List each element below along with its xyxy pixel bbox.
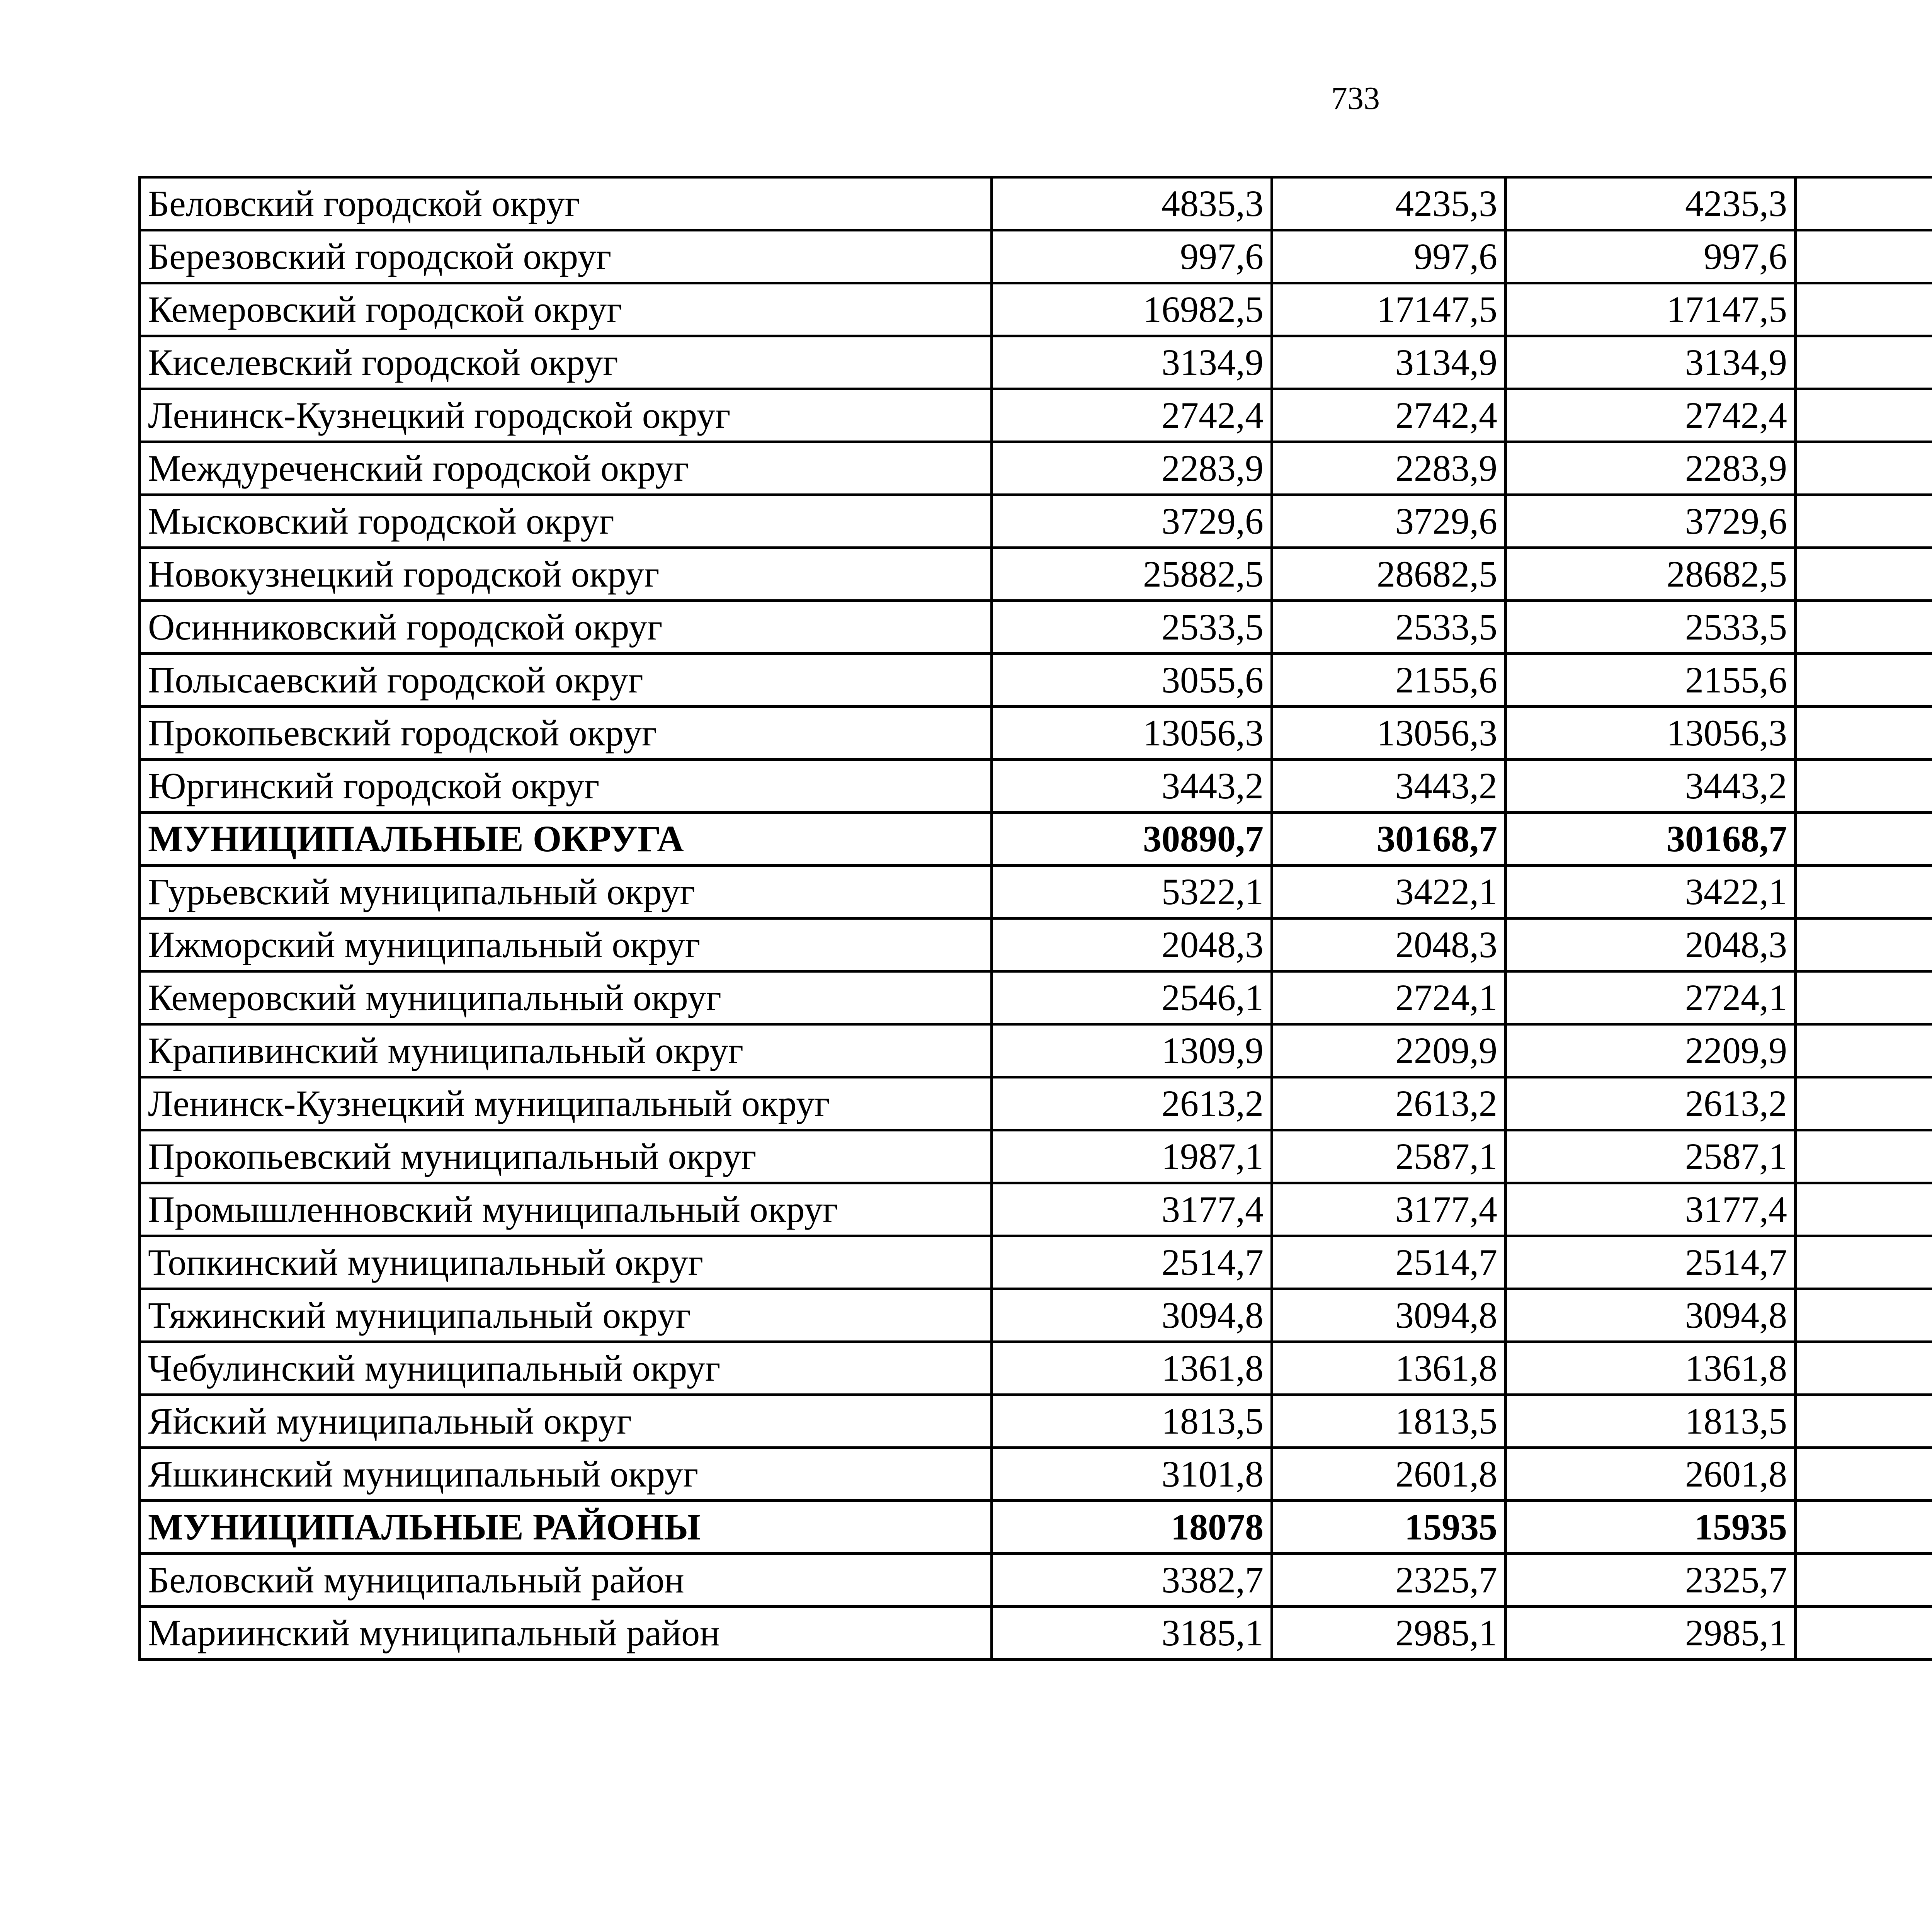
region-name-cell: Кемеровский городской округ <box>140 283 992 336</box>
value-col-4-cell <box>1796 919 1932 971</box>
value-col-2-cell: 3422,1 <box>1272 866 1506 919</box>
value-col-4-cell <box>1796 1501 1932 1554</box>
table-row <box>140 1130 1932 1183</box>
table-row <box>140 760 1932 813</box>
region-name-cell: Мысковский городской округ <box>140 495 992 548</box>
value-col-2-cell: 2514,7 <box>1272 1236 1506 1289</box>
value-col-1-cell: 4835,3 <box>992 177 1272 230</box>
value-col-1-cell: 3094,8 <box>992 1289 1272 1342</box>
value-col-3-cell: 3443,2 <box>1506 760 1796 813</box>
value-col-4-cell <box>1796 654 1932 707</box>
table-row <box>140 1607 1932 1660</box>
value-col-1-cell: 1813,5 <box>992 1395 1272 1448</box>
value-col-2-cell: 1361,8 <box>1272 1342 1506 1395</box>
value-col-1-cell: 2742,4 <box>992 389 1272 442</box>
value-col-1-cell: 1361,8 <box>992 1342 1272 1395</box>
region-name-cell: Мариинский муниципальный район <box>140 1607 992 1660</box>
region-name-cell: МУНИЦИПАЛЬНЫЕ ОКРУГА <box>140 813 992 866</box>
value-col-2-cell: 15935 <box>1272 1501 1506 1554</box>
value-col-3-cell: 3094,8 <box>1506 1289 1796 1342</box>
table-row <box>140 1077 1932 1130</box>
value-col-2-cell: 2048,3 <box>1272 919 1506 971</box>
value-col-3-cell: 2985,1 <box>1506 1607 1796 1660</box>
value-col-4-cell <box>1796 230 1932 283</box>
table-row <box>140 1448 1932 1501</box>
table-row <box>140 336 1932 389</box>
value-col-3-cell: 3422,1 <box>1506 866 1796 919</box>
table-row <box>140 495 1932 548</box>
table-row <box>140 1554 1932 1607</box>
table-row <box>140 283 1932 336</box>
table-row <box>140 654 1932 707</box>
value-col-4-cell <box>1796 813 1932 866</box>
value-col-2-cell: 3134,9 <box>1272 336 1506 389</box>
value-col-4-cell <box>1796 1289 1932 1342</box>
value-col-1-cell: 3382,7 <box>992 1554 1272 1607</box>
value-col-3-cell: 13056,3 <box>1506 707 1796 760</box>
table-row <box>140 230 1932 283</box>
value-col-3-cell: 997,6 <box>1506 230 1796 283</box>
value-col-4-cell <box>1796 1395 1932 1448</box>
region-name-cell: Ижморский муниципальный округ <box>140 919 992 971</box>
region-name-cell: Прокопьевский муниципальный округ <box>140 1130 992 1183</box>
value-col-3-cell: 3729,6 <box>1506 495 1796 548</box>
value-col-2-cell: 2724,1 <box>1272 971 1506 1024</box>
value-col-3-cell: 2742,4 <box>1506 389 1796 442</box>
value-col-3-cell: 2613,2 <box>1506 1077 1796 1130</box>
region-name-cell: Юргинский городской округ <box>140 760 992 813</box>
value-col-2-cell: 2601,8 <box>1272 1448 1506 1501</box>
value-col-2-cell: 2155,6 <box>1272 654 1506 707</box>
value-col-3-cell: 1813,5 <box>1506 1395 1796 1448</box>
region-name-cell: Тяжинский муниципальный округ <box>140 1289 992 1342</box>
table-row <box>140 919 1932 971</box>
value-col-3-cell: 30168,7 <box>1506 813 1796 866</box>
value-col-3-cell: 2283,9 <box>1506 442 1796 495</box>
value-col-3-cell: 2209,9 <box>1506 1024 1796 1077</box>
region-name-cell: Промышленновский муниципальный округ <box>140 1183 992 1236</box>
value-col-2-cell: 2985,1 <box>1272 1607 1506 1660</box>
region-name-cell: Ленинск-Кузнецкий муниципальный округ <box>140 1077 992 1130</box>
value-col-2-cell: 3094,8 <box>1272 1289 1506 1342</box>
value-col-4-cell <box>1796 548 1932 601</box>
value-col-3-cell: 17147,5 <box>1506 283 1796 336</box>
region-name-cell: Яшкинский муниципальный округ <box>140 1448 992 1501</box>
value-col-4-cell <box>1796 1342 1932 1395</box>
table-row <box>140 866 1932 919</box>
value-col-2-cell: 3443,2 <box>1272 760 1506 813</box>
value-col-4-cell <box>1796 707 1932 760</box>
table-body <box>140 177 1932 1660</box>
value-col-2-cell: 1813,5 <box>1272 1395 1506 1448</box>
value-col-4-cell <box>1796 1554 1932 1607</box>
page-number: 733 <box>1331 80 1380 116</box>
value-col-3-cell: 2325,7 <box>1506 1554 1796 1607</box>
region-name-cell: Беловский муниципальный район <box>140 1554 992 1607</box>
value-col-1-cell: 1987,1 <box>992 1130 1272 1183</box>
value-col-2-cell: 17147,5 <box>1272 283 1506 336</box>
value-col-4-cell <box>1796 177 1932 230</box>
value-col-4-cell <box>1796 389 1932 442</box>
value-col-4-cell <box>1796 495 1932 548</box>
value-col-4-cell <box>1796 1236 1932 1289</box>
table-row <box>140 1395 1932 1448</box>
region-name-cell: Чебулинский муниципальный округ <box>140 1342 992 1395</box>
value-col-4-cell <box>1796 283 1932 336</box>
value-col-1-cell: 997,6 <box>992 230 1272 283</box>
value-col-1-cell: 3443,2 <box>992 760 1272 813</box>
value-col-1-cell: 2048,3 <box>992 919 1272 971</box>
value-col-2-cell: 3177,4 <box>1272 1183 1506 1236</box>
value-col-3-cell: 15935 <box>1506 1501 1796 1554</box>
value-col-2-cell: 4235,3 <box>1272 177 1506 230</box>
value-col-1-cell: 3134,9 <box>992 336 1272 389</box>
value-col-2-cell: 13056,3 <box>1272 707 1506 760</box>
value-col-2-cell: 2283,9 <box>1272 442 1506 495</box>
value-col-1-cell: 30890,7 <box>992 813 1272 866</box>
region-name-cell: Междуреченский городской округ <box>140 442 992 495</box>
region-name-cell: Киселевский городской округ <box>140 336 992 389</box>
value-col-1-cell: 3055,6 <box>992 654 1272 707</box>
value-col-2-cell: 30168,7 <box>1272 813 1506 866</box>
table-row <box>140 707 1932 760</box>
region-name-cell: Полысаевский городской округ <box>140 654 992 707</box>
region-name-cell: Беловский городской округ <box>140 177 992 230</box>
table-row <box>140 1342 1932 1395</box>
region-name-cell: Ленинск-Кузнецкий городской округ <box>140 389 992 442</box>
value-col-2-cell: 2742,4 <box>1272 389 1506 442</box>
region-name-cell: Осинниковский городской округ <box>140 601 992 654</box>
table-row <box>140 971 1932 1024</box>
value-col-4-cell <box>1796 1024 1932 1077</box>
value-col-3-cell: 3177,4 <box>1506 1183 1796 1236</box>
table-row <box>140 177 1932 230</box>
value-col-1-cell: 25882,5 <box>992 548 1272 601</box>
value-col-3-cell: 2601,8 <box>1506 1448 1796 1501</box>
region-name-cell: Яйский муниципальный округ <box>140 1395 992 1448</box>
value-col-3-cell: 3134,9 <box>1506 336 1796 389</box>
value-col-2-cell: 997,6 <box>1272 230 1506 283</box>
region-name-cell: МУНИЦИПАЛЬНЫЕ РАЙОНЫ <box>140 1501 992 1554</box>
value-col-3-cell: 1361,8 <box>1506 1342 1796 1395</box>
value-col-2-cell: 2533,5 <box>1272 601 1506 654</box>
value-col-1-cell: 2613,2 <box>992 1077 1272 1130</box>
region-name-cell: Прокопьевский городской округ <box>140 707 992 760</box>
table-row <box>140 1236 1932 1289</box>
region-name-cell: Кемеровский муниципальный округ <box>140 971 992 1024</box>
value-col-4-cell <box>1796 1448 1932 1501</box>
value-col-1-cell: 2546,1 <box>992 971 1272 1024</box>
value-col-1-cell: 18078 <box>992 1501 1272 1554</box>
value-col-1-cell: 1309,9 <box>992 1024 1272 1077</box>
value-col-3-cell: 28682,5 <box>1506 548 1796 601</box>
value-col-2-cell: 2587,1 <box>1272 1130 1506 1183</box>
budget-table <box>138 176 1932 1661</box>
value-col-4-cell <box>1796 1607 1932 1660</box>
value-col-4-cell <box>1796 601 1932 654</box>
value-col-1-cell: 3101,8 <box>992 1448 1272 1501</box>
region-name-cell: Крапивинский муниципальный округ <box>140 1024 992 1077</box>
table-row <box>140 1183 1932 1236</box>
table-row <box>140 389 1932 442</box>
value-col-2-cell: 28682,5 <box>1272 548 1506 601</box>
value-col-1-cell: 3177,4 <box>992 1183 1272 1236</box>
value-col-1-cell: 16982,5 <box>992 283 1272 336</box>
value-col-3-cell: 2533,5 <box>1506 601 1796 654</box>
value-col-3-cell: 2724,1 <box>1506 971 1796 1024</box>
region-name-cell: Гурьевский муниципальный округ <box>140 866 992 919</box>
value-col-3-cell: 2048,3 <box>1506 919 1796 971</box>
table-row <box>140 548 1932 601</box>
value-col-3-cell: 4235,3 <box>1506 177 1796 230</box>
table-row <box>140 1289 1932 1342</box>
value-col-4-cell <box>1796 1130 1932 1183</box>
table-row-section-total <box>140 813 1932 866</box>
value-col-1-cell: 2533,5 <box>992 601 1272 654</box>
value-col-4-cell <box>1796 760 1932 813</box>
value-col-2-cell: 2325,7 <box>1272 1554 1506 1607</box>
value-col-3-cell: 2514,7 <box>1506 1236 1796 1289</box>
value-col-1-cell: 3729,6 <box>992 495 1272 548</box>
value-col-2-cell: 3729,6 <box>1272 495 1506 548</box>
value-col-4-cell <box>1796 336 1932 389</box>
value-col-3-cell: 2587,1 <box>1506 1130 1796 1183</box>
value-col-1-cell: 13056,3 <box>992 707 1272 760</box>
table-row-section-total <box>140 1501 1932 1554</box>
value-col-2-cell: 2209,9 <box>1272 1024 1506 1077</box>
table-row <box>140 1024 1932 1077</box>
value-col-4-cell <box>1796 442 1932 495</box>
value-col-4-cell <box>1796 866 1932 919</box>
value-col-4-cell <box>1796 971 1932 1024</box>
value-col-1-cell: 2283,9 <box>992 442 1272 495</box>
value-col-4-cell <box>1796 1077 1932 1130</box>
value-col-1-cell: 5322,1 <box>992 866 1272 919</box>
value-col-4-cell <box>1796 1183 1932 1236</box>
value-col-1-cell: 2514,7 <box>992 1236 1272 1289</box>
region-name-cell: Березовский городской округ <box>140 230 992 283</box>
region-name-cell: Новокузнецкий городской округ <box>140 548 992 601</box>
table-row <box>140 601 1932 654</box>
value-col-1-cell: 3185,1 <box>992 1607 1272 1660</box>
region-name-cell: Топкинский муниципальный округ <box>140 1236 992 1289</box>
table-row <box>140 442 1932 495</box>
value-col-3-cell: 2155,6 <box>1506 654 1796 707</box>
value-col-2-cell: 2613,2 <box>1272 1077 1506 1130</box>
